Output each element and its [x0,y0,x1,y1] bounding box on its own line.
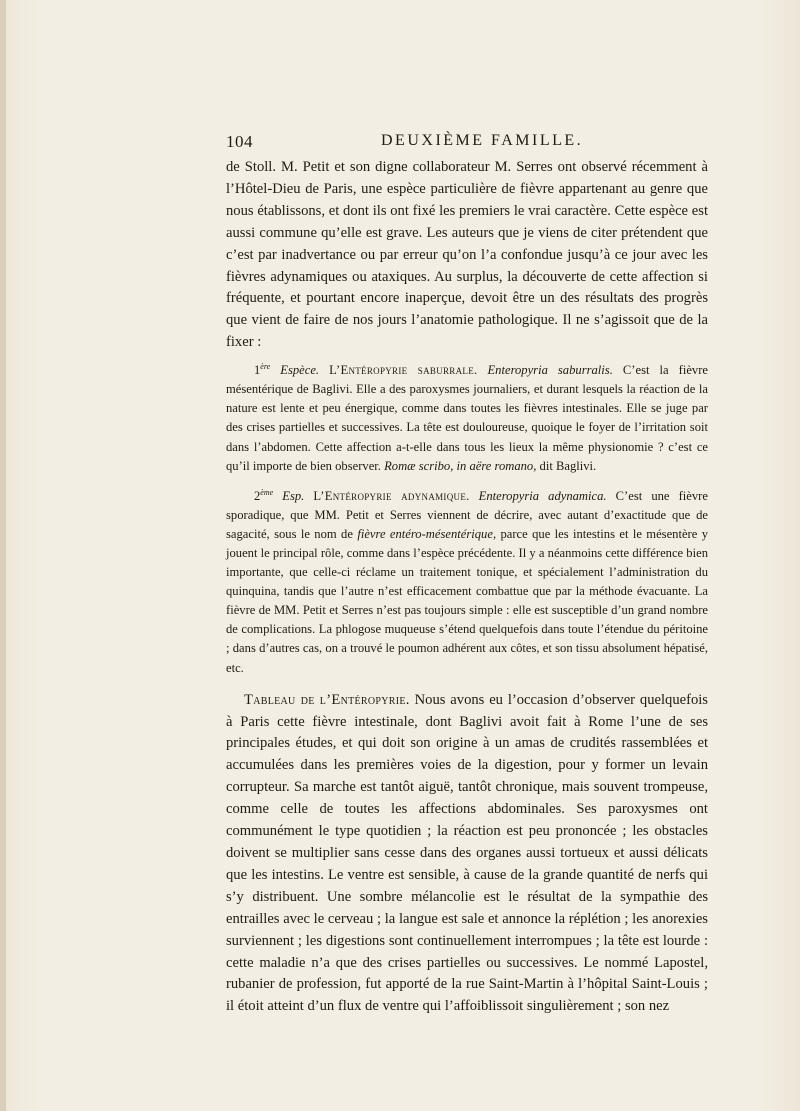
page-number: 104 [226,132,253,151]
species-2-body-b: parce que les intestins et le mésentère y jouent le principal rôle, comme dans l’espèce précédente. Il y a néanmoins cette différence bien importante, que celle-ci réclame un traitement tonique, et spécialement l’administration du quinquina, tandis que l’autre n’est efficacement combattue que par la méthode évacuante. La fièvre de MM. Petit et Serres n’est pas toujours simple : elle est susceptible d’un grand nombre de complications. La phlogose muqueuse s’étend quelquefois dans toute l’étendue du péritoine ; dans d’autres cas, on a trouvé le poumon adhérent aux côtes, et son tissu absolument hépatisé, etc. [226,526,708,675]
species-2-name: L’Entéropyrie adynamique. [313,488,470,503]
tableau-body: Nous avons eu l’occasion d’observer quelquefois à Paris cette fièvre intestinale, dont Baglivi avoit fait à Rome l’une de ses principales études, et qui doit son origine à un amas de crudités rassemblées et accumulées dans les premières voies de la digestion, pour y former un levain corrupteur. Sa marche est tantôt aiguë, tantôt chronique, mais souvent trompeuse, comme celle de toutes les affections abdominales. Ses paroxysmes ont communément le type quotidien ; la réaction est peu prononcée ; les obstacles doivent se multiplier sans cesse dans des organes aussi tortueux et aussi délicats que les intestins. Le ventre est sensible, à cause de la grande quantité de nerfs qui s’y distribuent. Une sombre mélancolie est le résultat de la sympathie des entrailles avec le cerveau ; la langue est sale et annonce la réplétion ; les anorexies surviennent ; les digestions sont continuellement interrompues ; la tête est lourde : cette maladie n’a que des crises partielles ou successives. Le nommé Lapostel, rubanier de profession, fut apporté de la rue Saint-Martin à l’hôpital Saint-Louis ; il étoit atteint d’un flux de ventre qui l’affoiblissoit singulièrement ; son nez [226,691,708,1015]
species-1-paragraph [226,361,708,476]
species-1-latin: Enteropyria saburralis. [487,363,613,378]
intro-paragraph: de Stoll. M. Petit et son digne collaborateur M. Serres ont observé récemment à l’Hôtel-Dieu de Paris, une espèce particulière de fièvre appartenant au genre que nous établissons, et dont ils ont fixé les premiers le vrai caractère. Cette espèce est aussi commune qu’elle est grave. Les auteurs que je viens de citer prétendent que c’est par inadvertance ou par erreur qu’on l’a confondue jusqu’à ce jour avec les fièvres adynamiques ou ataxiques. Au surplus, la découverte de cette affection si fréquente, et pourtant encore inaperçue, devoit être un des résultats des progrès que vient de faire de nos jours l’anatomie pathologique. Il ne s’agissoit que de la fixer : [226,159,708,351]
page-edge [0,0,6,1111]
running-title: DEUXIÈME FAMILLE. [381,132,584,149]
species-1-ordinal-suffix: ère [260,362,271,372]
species-2-ordinal: 2 [254,488,261,503]
species-1-quote: Romæ scribo, in aëre romano, [384,458,537,473]
tableau-heading: Tableau de l’Entéropyrie. [244,691,410,708]
species-1-name: L’Entéropyrie saburrale. [329,363,478,378]
species-2-paragraph [226,487,708,678]
tableau-paragraph [226,690,708,1019]
species-2-latin: Enteropyria adynamica. [478,488,607,503]
species-2-term: fièvre entéro-mésentérique, [357,526,497,541]
species-1-body: C’est la fièvre mésentérique de Baglivi. Elle a des paroxysmes journaliers, et durant lesquels la réaction de la nature est lente et peu énergique, comme dans toutes les fièvres intestinales. Elle se juge par des crises partielles et successives. La tête est douloureuse, quoique le foyer de l’irritation soit dans l’abdomen. Cette affection a-t-elle dans tous les lieux la même physionomie ? c’est ce qu’il importe de bien observer. [226,363,709,473]
species-1-label: Espèce. [280,363,320,378]
species-1-ordinal: 1 [254,363,261,378]
text-block [226,157,708,1018]
species-2-body-a: C’est une fièvre sporadique, que MM. Petit et Serres viennent de décrire, avec autant d’exactitude que de sagacité, sous le nom de [226,488,708,541]
species-2-ordinal-suffix: ème [260,487,274,497]
species-1-quote-attribution: dit Baglivi. [539,458,597,473]
page-header [226,132,708,154]
species-2-label: Esp. [282,488,305,503]
